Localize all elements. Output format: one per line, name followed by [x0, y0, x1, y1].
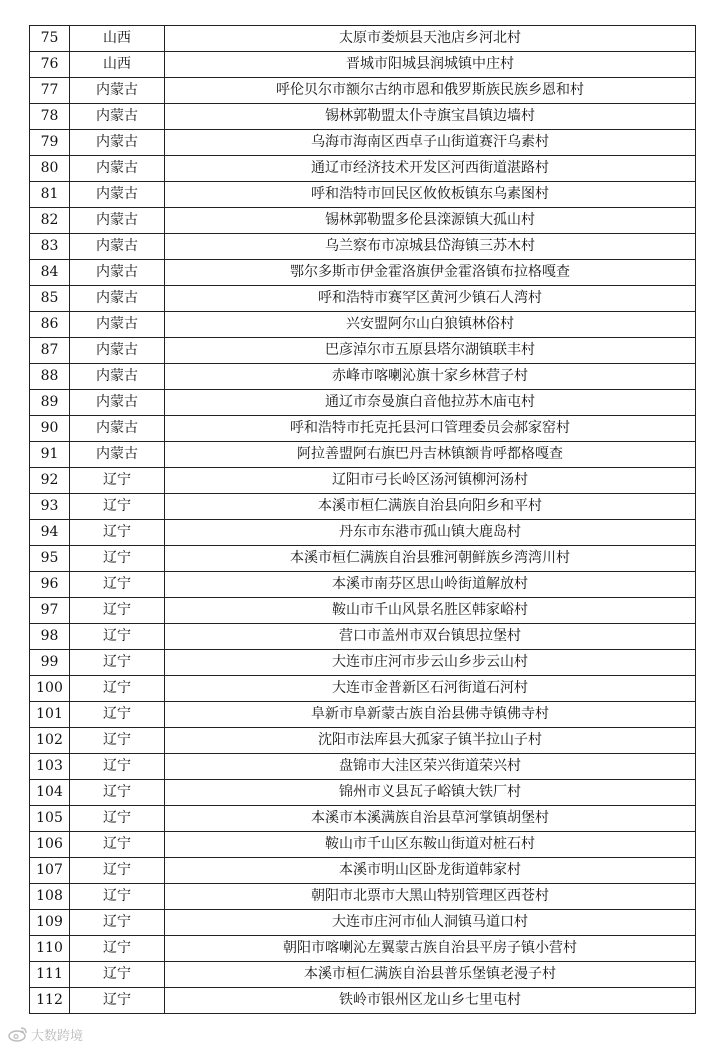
table-row	[30, 754, 696, 780]
village-cell: 呼伦贝尔市额尔古纳市恩和俄罗斯族民族乡恩和村	[165, 78, 696, 104]
table-row	[30, 442, 696, 468]
table-row	[30, 780, 696, 806]
province-cell: 辽宁	[70, 650, 165, 676]
table-row	[30, 208, 696, 234]
row-number: 93	[30, 494, 70, 520]
row-number: 91	[30, 442, 70, 468]
village-cell: 本溪市明山区卧龙街道韩家村	[165, 858, 696, 884]
province-cell: 辽宁	[70, 988, 165, 1014]
province-cell: 辽宁	[70, 936, 165, 962]
row-number: 102	[30, 728, 70, 754]
province-cell: 内蒙古	[70, 208, 165, 234]
table-row	[30, 260, 696, 286]
row-number: 90	[30, 416, 70, 442]
row-number: 108	[30, 884, 70, 910]
village-cell: 本溪市桓仁满族自治县向阳乡和平村	[165, 494, 696, 520]
village-cell: 本溪市本溪满族自治县草河掌镇胡堡村	[165, 806, 696, 832]
province-cell: 内蒙古	[70, 364, 165, 390]
village-cell: 朝阳市喀喇沁左翼蒙古族自治县平房子镇小营村	[165, 936, 696, 962]
village-cell: 太原市娄烦县天池店乡河北村	[165, 26, 696, 52]
row-number: 98	[30, 624, 70, 650]
province-cell: 辽宁	[70, 728, 165, 754]
table-row	[30, 546, 696, 572]
village-cell: 乌海市海南区西卓子山街道赛汗乌素村	[165, 130, 696, 156]
village-cell: 兴安盟阿尔山白狼镇林俗村	[165, 312, 696, 338]
province-cell: 辽宁	[70, 962, 165, 988]
table-row	[30, 286, 696, 312]
table-row	[30, 832, 696, 858]
row-number: 79	[30, 130, 70, 156]
row-number: 77	[30, 78, 70, 104]
province-cell: 辽宁	[70, 546, 165, 572]
table-row	[30, 182, 696, 208]
table-row	[30, 234, 696, 260]
row-number: 84	[30, 260, 70, 286]
table-row	[30, 494, 696, 520]
watermark	[8, 1024, 83, 1044]
province-cell: 内蒙古	[70, 416, 165, 442]
table-row	[30, 598, 696, 624]
row-number: 92	[30, 468, 70, 494]
row-number: 78	[30, 104, 70, 130]
village-cell: 呼和浩特市回民区攸攸板镇东乌素图村	[165, 182, 696, 208]
province-cell: 辽宁	[70, 624, 165, 650]
weibo-icon	[8, 1026, 28, 1042]
village-cell: 朝阳市北票市大黑山特别管理区西苍村	[165, 884, 696, 910]
table-row	[30, 858, 696, 884]
province-cell: 辽宁	[70, 754, 165, 780]
province-cell: 内蒙古	[70, 338, 165, 364]
village-list-table	[29, 25, 696, 1014]
province-cell: 辽宁	[70, 702, 165, 728]
table-row	[30, 104, 696, 130]
province-cell: 内蒙古	[70, 260, 165, 286]
province-cell: 辽宁	[70, 598, 165, 624]
village-cell: 大连市金普新区石河街道石河村	[165, 676, 696, 702]
village-cell: 营口市盖州市双台镇思拉堡村	[165, 624, 696, 650]
province-cell: 内蒙古	[70, 312, 165, 338]
table-row	[30, 676, 696, 702]
province-cell: 内蒙古	[70, 130, 165, 156]
row-number: 95	[30, 546, 70, 572]
table-row	[30, 468, 696, 494]
village-cell: 本溪市桓仁满族自治县雅河朝鲜族乡湾湾川村	[165, 546, 696, 572]
village-cell: 大连市庄河市步云山乡步云山村	[165, 650, 696, 676]
table-row	[30, 884, 696, 910]
table-row	[30, 806, 696, 832]
row-number: 107	[30, 858, 70, 884]
row-number: 94	[30, 520, 70, 546]
row-number: 82	[30, 208, 70, 234]
province-cell: 辽宁	[70, 858, 165, 884]
village-cell: 乌兰察布市凉城县岱海镇三苏木村	[165, 234, 696, 260]
table-row	[30, 910, 696, 936]
village-cell: 铁岭市银州区龙山乡七里屯村	[165, 988, 696, 1014]
row-number: 87	[30, 338, 70, 364]
province-cell: 内蒙古	[70, 442, 165, 468]
row-number: 83	[30, 234, 70, 260]
province-cell: 辽宁	[70, 494, 165, 520]
village-cell: 阜新市阜新蒙古族自治县佛寺镇佛寺村	[165, 702, 696, 728]
row-number: 85	[30, 286, 70, 312]
row-number: 101	[30, 702, 70, 728]
village-cell: 呼和浩特市赛罕区黄河少镇石人湾村	[165, 286, 696, 312]
table-row	[30, 78, 696, 104]
village-cell: 盘锦市大洼区荣兴街道荣兴村	[165, 754, 696, 780]
row-number: 109	[30, 910, 70, 936]
village-cell: 本溪市南芬区思山岭街道解放村	[165, 572, 696, 598]
row-number: 104	[30, 780, 70, 806]
province-cell: 内蒙古	[70, 156, 165, 182]
village-cell: 锡林郭勒盟多伦县滦源镇大孤山村	[165, 208, 696, 234]
table-row	[30, 728, 696, 754]
province-cell: 内蒙古	[70, 78, 165, 104]
row-number: 80	[30, 156, 70, 182]
table-row	[30, 364, 696, 390]
province-cell: 辽宁	[70, 884, 165, 910]
province-cell: 内蒙古	[70, 390, 165, 416]
village-cell: 大连市庄河市仙人洞镇马道口村	[165, 910, 696, 936]
province-cell: 山西	[70, 52, 165, 78]
table-row	[30, 520, 696, 546]
province-cell: 内蒙古	[70, 182, 165, 208]
row-number: 89	[30, 390, 70, 416]
table-row	[30, 156, 696, 182]
province-cell: 内蒙古	[70, 104, 165, 130]
row-number: 99	[30, 650, 70, 676]
province-cell: 辽宁	[70, 910, 165, 936]
row-number: 96	[30, 572, 70, 598]
province-cell: 辽宁	[70, 806, 165, 832]
row-number: 103	[30, 754, 70, 780]
row-number: 110	[30, 936, 70, 962]
row-number: 75	[30, 26, 70, 52]
province-cell: 内蒙古	[70, 286, 165, 312]
table-row	[30, 390, 696, 416]
province-cell: 辽宁	[70, 572, 165, 598]
table-body	[30, 26, 696, 1014]
row-number: 81	[30, 182, 70, 208]
row-number: 111	[30, 962, 70, 988]
village-cell: 鞍山市千山区东鞍山街道对桩石村	[165, 832, 696, 858]
table-row	[30, 130, 696, 156]
village-cell: 晋城市阳城县润城镇中庄村	[165, 52, 696, 78]
province-cell: 辽宁	[70, 520, 165, 546]
village-cell: 锡林郭勒盟太仆寺旗宝昌镇边墙村	[165, 104, 696, 130]
village-cell: 锦州市义县瓦子峪镇大铁厂村	[165, 780, 696, 806]
table-row	[30, 26, 696, 52]
village-cell: 丹东市东港市孤山镇大鹿岛村	[165, 520, 696, 546]
province-cell: 辽宁	[70, 676, 165, 702]
table-row	[30, 416, 696, 442]
village-cell: 沈阳市法库县大孤家子镇半拉山子村	[165, 728, 696, 754]
village-cell: 呼和浩特市托克托县河口管理委员会郝家窑村	[165, 416, 696, 442]
village-cell: 鞍山市千山风景名胜区韩家峪村	[165, 598, 696, 624]
row-number: 105	[30, 806, 70, 832]
table-row	[30, 52, 696, 78]
row-number: 106	[30, 832, 70, 858]
village-cell: 阿拉善盟阿右旗巴丹吉林镇额肯呼都格嘎查	[165, 442, 696, 468]
table-row	[30, 702, 696, 728]
province-cell: 山西	[70, 26, 165, 52]
village-cell: 赤峰市喀喇沁旗十家乡林营子村	[165, 364, 696, 390]
table-row	[30, 572, 696, 598]
province-cell: 辽宁	[70, 780, 165, 806]
watermark-text: 大数跨境	[31, 1028, 84, 1044]
village-cell: 通辽市经济技术开发区河西街道湛路村	[165, 156, 696, 182]
village-cell: 辽阳市弓长岭区汤河镇柳河汤村	[165, 468, 696, 494]
table-row	[30, 650, 696, 676]
table-row	[30, 962, 696, 988]
province-cell: 内蒙古	[70, 234, 165, 260]
table-row	[30, 312, 696, 338]
row-number: 88	[30, 364, 70, 390]
village-cell: 本溪市桓仁满族自治县普乐堡镇老漫子村	[165, 962, 696, 988]
village-cell: 鄂尔多斯市伊金霍洛旗伊金霍洛镇布拉格嘎查	[165, 260, 696, 286]
table-row	[30, 936, 696, 962]
table-row	[30, 624, 696, 650]
province-cell: 辽宁	[70, 468, 165, 494]
row-number: 112	[30, 988, 70, 1014]
row-number: 76	[30, 52, 70, 78]
row-number: 86	[30, 312, 70, 338]
row-number: 97	[30, 598, 70, 624]
row-number: 100	[30, 676, 70, 702]
table-row	[30, 988, 696, 1014]
village-cell: 通辽市奈曼旗白音他拉苏木庙屯村	[165, 390, 696, 416]
table-row	[30, 338, 696, 364]
village-cell: 巴彦淖尔市五原县塔尔湖镇联丰村	[165, 338, 696, 364]
province-cell: 辽宁	[70, 832, 165, 858]
